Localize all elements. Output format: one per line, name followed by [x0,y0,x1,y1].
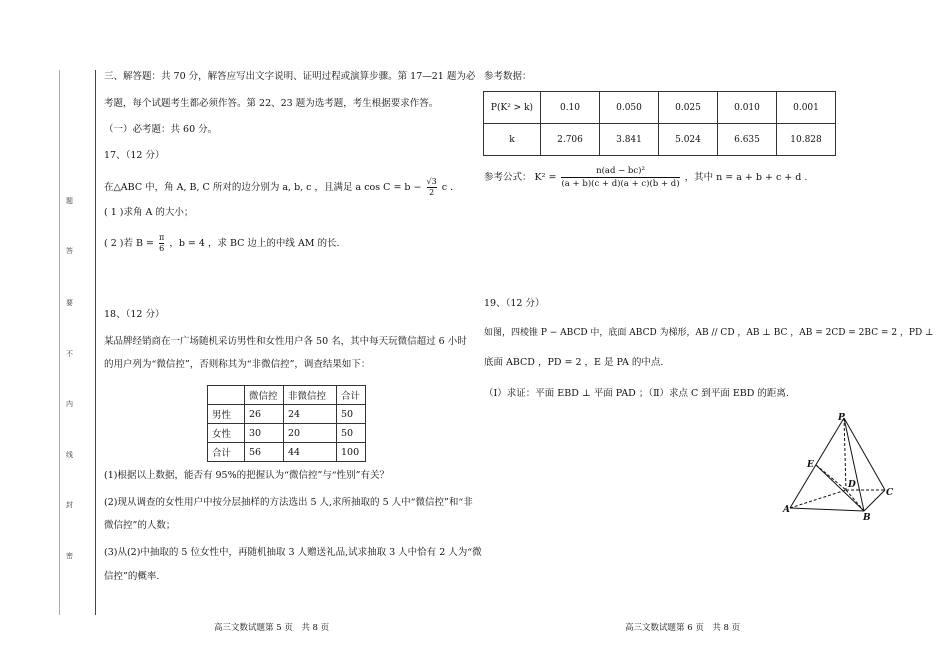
q17-stem [104,177,453,198]
table-cell: 100 [337,443,366,462]
q18-line2: 的用户列为“微信控”，否则称其为“非微信控”，调查结果如下： [104,359,371,370]
table-cell: 男性 [208,405,245,424]
edge-ED [816,465,846,490]
q17-frac-num: √3 [426,177,437,186]
label-E: E [807,460,814,470]
side-char: 密 [66,552,73,560]
table-row [484,92,836,124]
table-cell: 微信控 [245,386,284,405]
q18-part2: (2)现从调查的女性用户中按分层抽样的方法选出 5 人,求所抽取的 5 人中“微信控”和“非 [104,497,473,508]
table-cell: 0.025 [659,92,718,124]
table-row [208,443,366,462]
table-cell: 女性 [208,424,245,443]
side-char: 答 [66,247,73,255]
formula-label: 参考公式： [484,172,532,183]
section-heading-cont: 考题，每个试题考生都必须作答。第 22、23 题为选考题，考生根据要求作答。 [104,98,439,109]
edge-PA [790,418,844,508]
q17-p2-frac-den: 6 [159,244,165,253]
q18-line1: 某品牌经销商在一广场随机采访男性和女性用户各 50 名，其中每天玩微信超过 6 小时 [104,336,467,347]
table-cell: 50 [337,405,366,424]
q17-stem-a: 在△ABC 中，角 A, B, C 所对的边分别为 a, b, c ，且满足 a cos C = b − [104,182,422,193]
table-cell: 6.635 [718,124,777,156]
subsection-heading: （一）必考题：共 60 分。 [104,124,218,135]
q19-line2: 底面 ABCD ，PD = 2 ，E 是 PA 的中点. [484,357,664,368]
side-char: 封 [66,501,73,509]
q19-line1: 如图，四棱锥 P − ABCD 中，底面 ABCD 为梯形，AB // CD ，AB ⊥ BC ，AB = 2CD = 2BC = 2 ，PD ⊥ [484,328,934,338]
side-char: 线 [66,451,73,459]
edge-AD [790,490,846,508]
q17-part2-b: ，b = 4 ，求 BC 边上的中线 AM 的长. [169,238,340,249]
table-cell: 0.001 [777,92,836,124]
side-char: 内 [66,400,73,408]
table-cell: 2.706 [541,124,600,156]
side-char: 题 [66,197,73,205]
q17-number: 17、（12 分） [104,150,165,161]
table-cell: 5.024 [659,124,718,156]
table-cell: 合计 [337,386,366,405]
ref-formula [484,165,807,190]
edge-BC [864,490,885,511]
table-cell: 0.010 [718,92,777,124]
label-P: P [838,413,845,423]
table-cell: 3.841 [600,124,659,156]
table-cell: 26 [245,405,284,424]
section-heading: 三、解答题：共 70 分，解答应写出文字说明、证明过程或演算步骤。第 17—21 题为必 [104,71,476,82]
q17-frac-den: 2 [429,188,435,197]
side-char: 要 [66,299,73,307]
q19-line3: （Ⅰ）求证：平面 EBD ⊥ 平面 PAD ；（Ⅱ）求点 C 到平面 EBD 的距离. [484,388,789,399]
page-footer-left: 高三文数试题第 5 页 共 8 页 [214,623,330,633]
formula-numerator: n(ad − bc)² [561,165,679,178]
table-cell: 10.828 [777,124,836,156]
q19-number: 19、（12 分） [484,298,545,309]
table-cell: 非微信控 [284,386,337,405]
q18-part2-cont: 微信控”的人数； [104,520,176,531]
table-row [208,386,366,405]
label-A: A [783,505,790,515]
table-cell: 24 [284,405,337,424]
q18-survey-table [207,385,366,462]
q17-stem-b: c . [441,182,454,193]
q17-part2-a: ( 2 )若 B = [104,238,154,249]
pyramid-figure [780,408,895,523]
table-cell: 56 [245,443,284,462]
binding-line-outer [59,70,60,615]
formula-denominator: (a + b)(c + d)(a + c)(b + d) [561,179,680,189]
edge-AB [790,508,864,511]
label-B: B [863,513,871,523]
q18-part3-cont: 信控”的概率. [104,571,160,582]
edge-EB [816,465,864,511]
table-cell: P(K² > k) [484,92,541,124]
binding-line [95,70,96,615]
q18-number: 18、（12 分） [104,309,165,320]
formula-lhs: K² = [534,172,557,183]
q18-part3: (3)从(2)中抽取的 5 位女性中，再随机抽取 3 人赠送礼品,试求抽取 3 人中恰有 2 人为“微 [104,547,482,558]
q17-part1: ( 1 )求角 A 的大小； [104,207,194,218]
table-row [208,424,366,443]
table-cell: k [484,124,541,156]
table-cell: 合计 [208,443,245,462]
label-D: D [848,480,856,490]
table-row [208,405,366,424]
ref-data-label: 参考数据： [484,71,532,82]
label-C: C [886,488,894,498]
table-row [484,124,836,156]
page-footer-right: 高三文数试题第 6 页 共 8 页 [625,623,741,633]
q17-part2 [104,233,340,254]
table-cell: 30 [245,424,284,443]
q17-p2-frac-num: π [159,233,165,242]
table-cell: 0.050 [600,92,659,124]
ref-data-table [483,91,836,156]
table-cell: 0.10 [541,92,600,124]
table-cell: 20 [284,424,337,443]
edge-PB [844,418,864,511]
table-cell [208,386,245,405]
table-cell: 50 [337,424,366,443]
edge-PD [844,418,846,490]
formula-tail: ，其中 n = a + b + c + d . [684,172,808,183]
q18-part1: (1)根据以上数据，能否有 95%的把握认为“微信控”与“性别”有关？ [104,470,390,481]
table-cell: 44 [284,443,337,462]
side-char: 不 [66,350,73,358]
